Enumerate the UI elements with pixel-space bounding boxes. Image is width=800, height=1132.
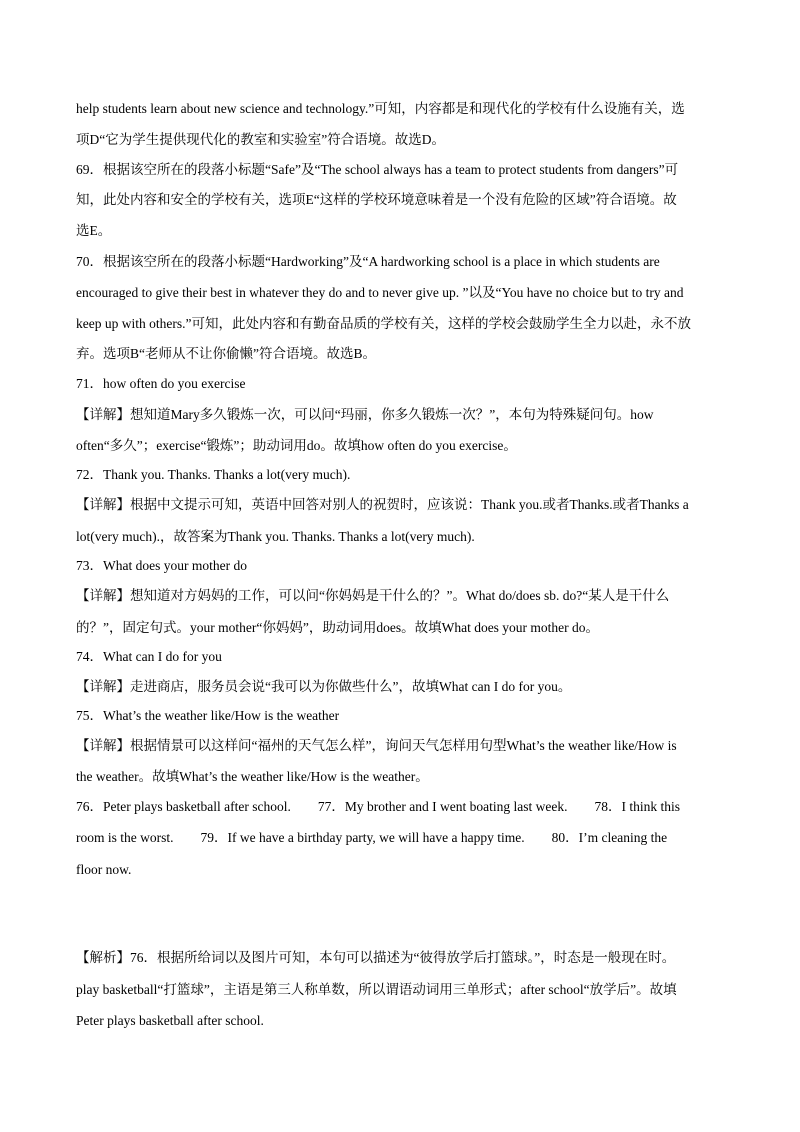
question-answer: 72．Thank you. Thanks. Thanks a lot(very much).	[76, 467, 351, 482]
text-line: keep up with others.”可知，此处内容和有勤奋品质的学校有关，这样的学校会鼓励学生全力以赴，永不放	[76, 316, 691, 331]
text-line: often“多久”；exercise“锻炼”；助动词用do。故填how often do you exercise。	[76, 438, 517, 453]
text-line: 知，此处内容和安全的学校有关，选项E“这样的学校环境意味着是一个没有危险的区域”符合语境。故	[76, 192, 677, 207]
text-line: 弃。选项B“老师从不让你偷懒”符合语境。故选B。	[76, 346, 376, 361]
text-line: 【详解】根据情景可以这样问“福州的天气怎么样”，询问天气怎样用句型What’s the weather like/How is	[76, 738, 677, 753]
text-line: help students learn about new science and technology.”可知，内容都是和现代化的学校有什么设施有关，选	[76, 101, 685, 116]
question-answer: 74．What can I do for you	[76, 649, 222, 664]
question-answer: 75．What’s the weather like/How is the weather	[76, 708, 340, 723]
text-line: the weather。故填What’s the weather like/How is the weather。	[76, 769, 429, 784]
text-line: 【详解】想知道Mary多久锻炼一次，可以问“玛丽，你多久锻炼一次？”，本句为特殊疑问句。how	[76, 407, 654, 422]
text-line: 【详解】走进商店，服务员会说“我可以为你做些什么”，故填What can I do for you。	[76, 679, 572, 694]
text-line: Peter plays basketball after school.	[76, 1013, 264, 1028]
text-line: 选E。	[76, 223, 112, 238]
question-answer: 73．What does your mother do	[76, 558, 247, 573]
text-line: 的？”，固定句式。your mother“你妈妈”，助动词用does。故填What does your mother do。	[76, 620, 600, 635]
text-line: 70．根据该空所在的段落小标题“Hardworking”及“A hardworking school is a place in which students are	[76, 254, 660, 269]
text-line: encouraged to give their best in whatever they do and to never give up. ”以及“You have no choice but to try and	[76, 285, 684, 300]
text-line: lot(very much).，故答案为Thank you. Thanks. Thanks a lot(very much).	[76, 529, 475, 544]
question-answer: 76．Peter plays basketball after school. 77．My brother and I went boating last week. 78．I think this	[76, 799, 681, 814]
text-line: room is the worst. 79．If we have a birthday party, we will have a happy time. 80．I’m cleaning the	[76, 830, 668, 845]
text-line: floor now.	[76, 862, 132, 877]
text-line: 项D“它为学生提供现代化的教室和实验室”符合语境。故选D。	[76, 132, 445, 147]
question-answer: 71．how often do you exercise	[76, 376, 246, 391]
text-line: play basketball“打篮球”，主语是第三人称单数，所以谓语动词用三单形式；after school“放学后”。故填	[76, 982, 677, 997]
text-line: 【详解】想知道对方妈妈的工作，可以问“你妈妈是干什么的？”。What do/does sb. do?“某人是干什么	[76, 588, 670, 603]
text-line: 【详解】根据中文提示可知，英语中回答对别人的祝贺时，应该说：Thank you.或者Thanks.或者Thanks a	[76, 497, 689, 512]
text-line: 【解析】76．根据所给词以及图片可知，本句可以描述为“彼得放学后打篮球。”，时态是一般现在时。	[76, 950, 676, 965]
text-line: 69．根据该空所在的段落小标题“Safe”及“The school always has a team to protect students from dangers”可	[76, 162, 679, 177]
